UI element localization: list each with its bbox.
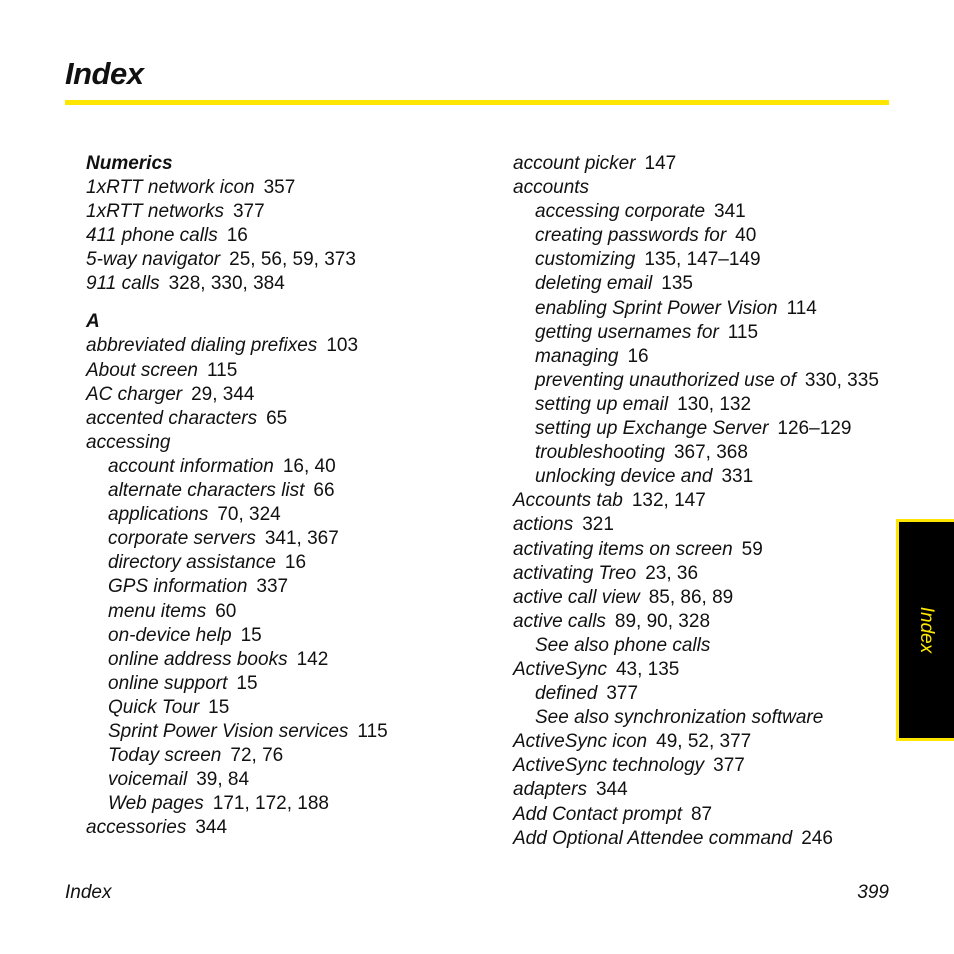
entry-pages: 367, 368	[673, 442, 748, 464]
entry-pages: 115	[357, 720, 388, 742]
entry-pages: 43, 135	[615, 658, 680, 680]
entry-pages: 147	[644, 153, 677, 174]
index-entry	[513, 778, 893, 802]
index-subentry	[86, 600, 496, 624]
index-entry	[86, 407, 496, 431]
entry-term: creating passwords for	[535, 225, 727, 247]
entry-term: abbreviated dialing prefixes	[86, 335, 318, 357]
index-entry	[86, 272, 496, 296]
entry-pages: 171, 172, 188	[212, 793, 329, 815]
entry-term: Add Optional Attendee command	[513, 827, 793, 849]
entry-term: account picker	[513, 153, 636, 174]
entry-pages: 135	[661, 273, 693, 295]
entry-pages: 142	[296, 648, 329, 670]
entry-pages: 87	[690, 803, 713, 825]
index-subentry	[86, 696, 496, 720]
index-subentry	[86, 527, 496, 551]
index-entry	[513, 562, 893, 586]
entry-pages: 357	[263, 177, 296, 198]
entry-term: troubleshooting	[535, 442, 665, 464]
index-subentry	[513, 417, 893, 441]
entry-term: Quick Tour	[108, 696, 200, 718]
entry-term: applications	[108, 504, 209, 526]
index-subentry	[513, 393, 893, 417]
index-entry	[513, 754, 893, 778]
index-entry	[513, 610, 893, 634]
entry-pages: 377	[606, 683, 639, 705]
entry-pages: 85, 86, 89	[648, 586, 734, 608]
entry-term: See also phone calls	[535, 634, 711, 656]
entry-term: voicemail	[108, 769, 188, 791]
entry-pages: 337	[256, 576, 289, 598]
entry-term: Web pages	[108, 793, 204, 815]
index-column-right	[513, 152, 893, 851]
index-subentry	[86, 479, 496, 503]
entry-pages: 60	[215, 600, 237, 622]
entry-term: getting usernames for	[535, 321, 719, 343]
entry-pages: 344	[595, 779, 628, 801]
index-entry	[513, 827, 893, 851]
index-subentry	[86, 503, 496, 527]
entry-term: accessing	[86, 431, 171, 453]
entry-pages: 15	[208, 696, 230, 718]
index-subentry	[513, 321, 893, 345]
index-entry	[513, 513, 893, 537]
entry-pages: 16	[284, 552, 307, 574]
entry-term: Today screen	[108, 745, 222, 767]
entry-term: menu items	[108, 600, 207, 622]
index-subentry	[86, 792, 496, 816]
index-entry	[86, 200, 496, 224]
index-subentry	[513, 706, 893, 730]
entry-term: on-device help	[108, 624, 232, 646]
entry-pages: 341	[714, 201, 746, 223]
entry-term: managing	[535, 345, 619, 367]
index-entry	[513, 152, 893, 176]
entry-pages: 49, 52, 377	[656, 731, 752, 753]
entry-term: activating items on screen	[513, 538, 733, 560]
index-entry	[86, 383, 496, 407]
index-entry	[86, 248, 496, 272]
index-subentry	[513, 465, 893, 489]
index-entry	[513, 489, 893, 513]
entry-pages: 115	[727, 321, 759, 343]
entry-pages: 23, 36	[645, 562, 699, 584]
index-entry	[513, 803, 893, 827]
index-entry	[86, 334, 496, 358]
entry-pages: 72, 76	[230, 745, 284, 767]
footer-section-label: Index	[65, 882, 112, 903]
entry-pages: 16	[627, 345, 649, 367]
entry-pages: 103	[326, 335, 359, 357]
entry-pages: 39, 84	[196, 769, 250, 791]
entry-term: directory assistance	[108, 552, 276, 574]
section-heading-numerics: Numerics	[86, 153, 173, 174]
entry-pages: 132, 147	[631, 490, 706, 512]
entry-term: 5-way navigator	[86, 249, 221, 271]
entry-term: 411 phone calls	[86, 225, 218, 247]
side-tab-label: Index	[916, 606, 938, 654]
index-entry	[86, 359, 496, 383]
index-subentry	[513, 441, 893, 465]
index-entry	[86, 431, 496, 455]
entry-term: defined	[535, 683, 598, 705]
index-entry	[513, 730, 893, 754]
entry-pages: 377	[232, 201, 265, 223]
index-subentry	[86, 672, 496, 696]
entry-term: preventing unauthorized use of	[535, 369, 796, 391]
entry-term: About screen	[86, 359, 198, 381]
section-heading-a: A	[86, 311, 100, 333]
entry-term: customizing	[535, 249, 636, 271]
index-entry	[86, 176, 496, 200]
index-subentry	[86, 744, 496, 768]
entry-pages: 330, 335	[804, 369, 879, 391]
entry-term: accessing corporate	[535, 201, 706, 223]
entry-term: setting up Exchange Server	[535, 418, 769, 440]
index-subentry	[513, 345, 893, 369]
page-title: Index	[65, 56, 144, 91]
entry-term: accounts	[513, 177, 590, 199]
index-subentry	[513, 248, 893, 272]
entry-term: adapters	[513, 779, 587, 801]
index-column-left	[86, 152, 496, 840]
entry-pages: 40	[735, 225, 757, 247]
entry-term: Add Contact prompt	[513, 803, 682, 825]
entry-term: ActiveSync technology	[513, 755, 705, 777]
entry-term: GPS information	[108, 576, 248, 598]
index-subentry	[86, 768, 496, 792]
index-entry	[513, 658, 893, 682]
entry-term: Accounts tab	[513, 490, 623, 512]
entry-pages: 16, 40	[282, 455, 336, 477]
entry-pages: 246	[801, 827, 833, 849]
entry-term: Sprint Power Vision services	[108, 720, 349, 742]
entry-term: account information	[108, 455, 274, 477]
entry-term: actions	[513, 514, 574, 536]
index-subentry	[513, 634, 893, 658]
entry-pages: 59	[741, 538, 763, 560]
entry-term: accessories	[86, 817, 187, 839]
title-rule	[65, 100, 889, 105]
index-subentry	[513, 224, 893, 248]
entry-pages: 70, 324	[217, 504, 281, 526]
index-subentry	[513, 200, 893, 224]
entry-pages: 130, 132	[677, 393, 752, 415]
index-subentry	[86, 624, 496, 648]
index-subentry	[513, 272, 893, 296]
page-number: 399	[857, 882, 889, 903]
entry-pages: 321	[582, 514, 614, 536]
entry-term: See also synchronization software	[535, 707, 824, 729]
entry-pages: 65	[266, 407, 288, 429]
entry-term: unlocking device and	[535, 466, 713, 488]
index-entry	[513, 538, 893, 562]
entry-term: activating Treo	[513, 562, 637, 584]
entry-term: online support	[108, 672, 228, 694]
entry-pages: 341, 367	[264, 528, 339, 550]
index-entry	[513, 586, 893, 610]
index-subentry	[513, 297, 893, 321]
entry-term: 911 calls	[86, 273, 160, 295]
entry-pages: 25, 56, 59, 373	[229, 249, 356, 271]
index-subentry	[513, 682, 893, 706]
entry-term: active call view	[513, 586, 640, 608]
entry-term: alternate characters list	[108, 480, 305, 502]
index-subentry	[86, 575, 496, 599]
numerics-list	[86, 176, 496, 296]
entry-pages: 377	[713, 755, 745, 777]
entry-pages: 15	[240, 624, 262, 646]
index-entry	[513, 176, 893, 200]
entry-term: 1xRTT network icon	[86, 177, 255, 198]
entry-pages: 29, 344	[191, 383, 255, 405]
entry-pages: 66	[313, 480, 335, 502]
entry-pages: 16	[226, 225, 248, 247]
entry-term: deleting email	[535, 273, 653, 295]
index-subentry	[86, 455, 496, 479]
index-entry	[86, 816, 496, 840]
index-subentry	[86, 551, 496, 575]
right-entries-list	[513, 152, 893, 851]
entry-pages: 89, 90, 328	[614, 610, 711, 632]
index-subentry	[86, 648, 496, 672]
entry-term: 1xRTT networks	[86, 201, 224, 223]
a-entries-list	[86, 334, 496, 840]
index-subentry	[513, 369, 893, 393]
entry-term: setting up email	[535, 393, 669, 415]
index-entry	[86, 224, 496, 248]
entry-term: ActiveSync	[513, 658, 607, 680]
entry-term: enabling Sprint Power Vision	[535, 297, 778, 319]
entry-pages: 114	[786, 297, 817, 319]
entry-term: ActiveSync icon	[513, 731, 648, 753]
entry-pages: 328, 330, 384	[168, 273, 285, 295]
index-subentry	[86, 720, 496, 744]
entry-term: corporate servers	[108, 528, 256, 550]
entry-term: accented characters	[86, 407, 258, 429]
entry-pages: 115	[206, 359, 238, 381]
entry-term: AC charger	[86, 383, 183, 405]
entry-pages: 15	[236, 672, 258, 694]
index-side-tab[interactable]	[896, 519, 954, 741]
entry-pages: 344	[195, 817, 228, 839]
entry-term: active calls	[513, 610, 606, 632]
entry-pages: 331	[721, 466, 754, 488]
entry-pages: 135, 147–149	[644, 249, 761, 271]
entry-term: online address books	[108, 648, 288, 670]
entry-pages: 126–129	[777, 418, 852, 440]
